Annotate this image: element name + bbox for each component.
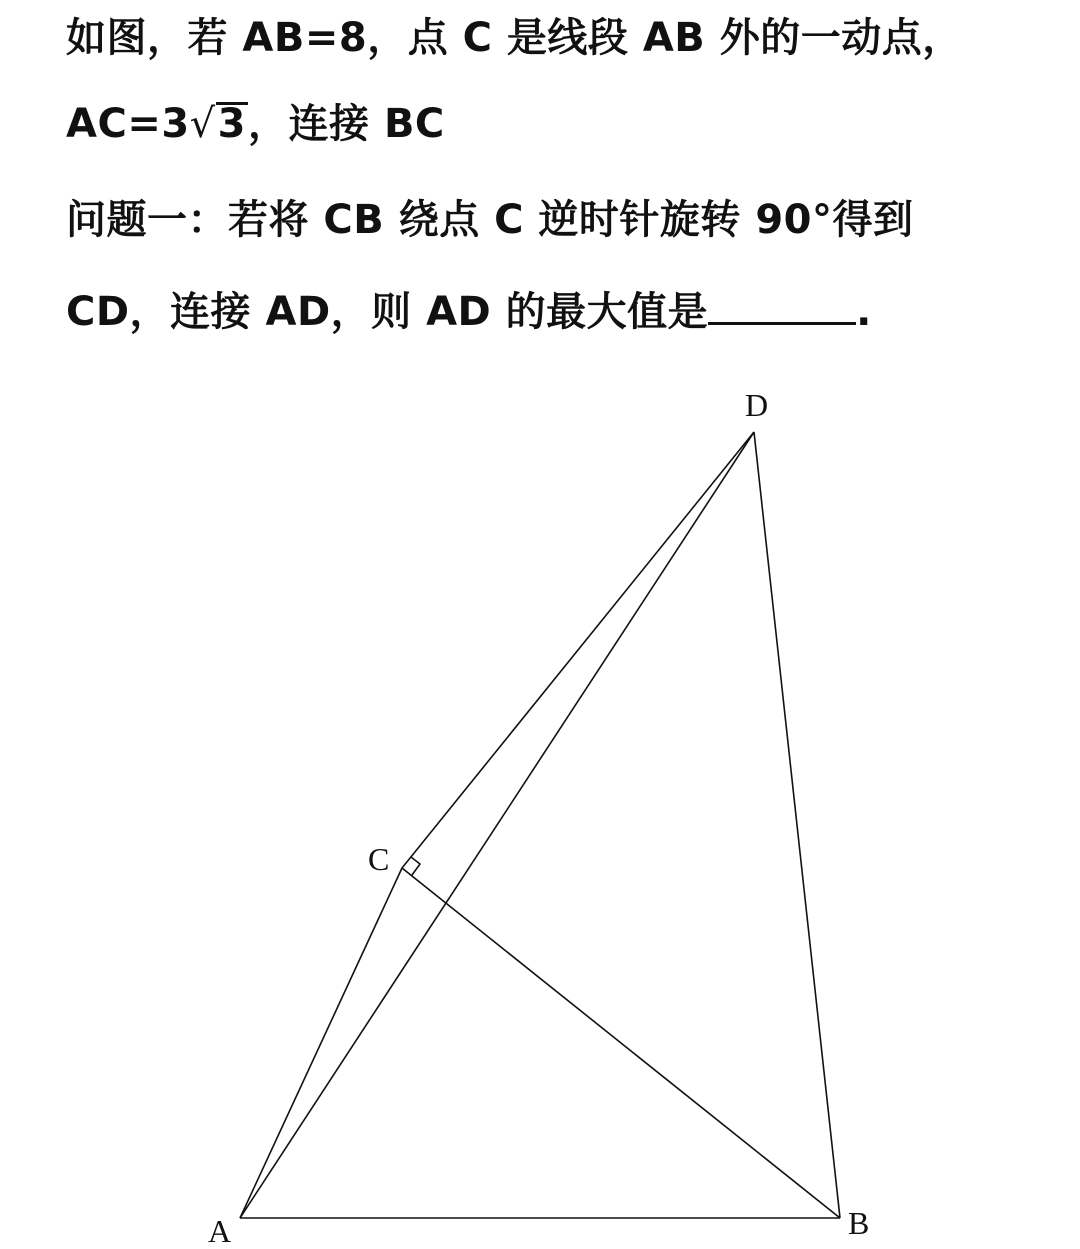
segment-bc [402, 868, 840, 1218]
problem-line-1: 如图，若 AB=8，点 C 是线段 AB 外的一动点， [66, 15, 963, 61]
connect-bc-text: ，连接 BC [248, 101, 445, 147]
question-text: CD，连接 AD，则 AD 的最大值是 [66, 289, 709, 335]
radicand: 3 [217, 101, 247, 147]
radical-sign-icon: √ [189, 101, 216, 147]
point-label-b: B [848, 1205, 870, 1241]
point-label-c: C [368, 841, 390, 877]
segment-ac [240, 868, 402, 1218]
point-label-a: A [208, 1213, 232, 1249]
question-period: . [856, 289, 872, 335]
figure-segments [240, 432, 840, 1218]
ac-expression-prefix: AC=3 [66, 101, 190, 147]
right-angle-mark [411, 857, 420, 875]
segment-bd [754, 432, 840, 1218]
point-label-d: D [745, 387, 769, 423]
segment-ad [240, 432, 754, 1218]
problem-line-3: 问题一：若将 CB 绕点 C 逆时针旋转 90°得到 [66, 197, 914, 243]
segment-cd [402, 432, 754, 868]
